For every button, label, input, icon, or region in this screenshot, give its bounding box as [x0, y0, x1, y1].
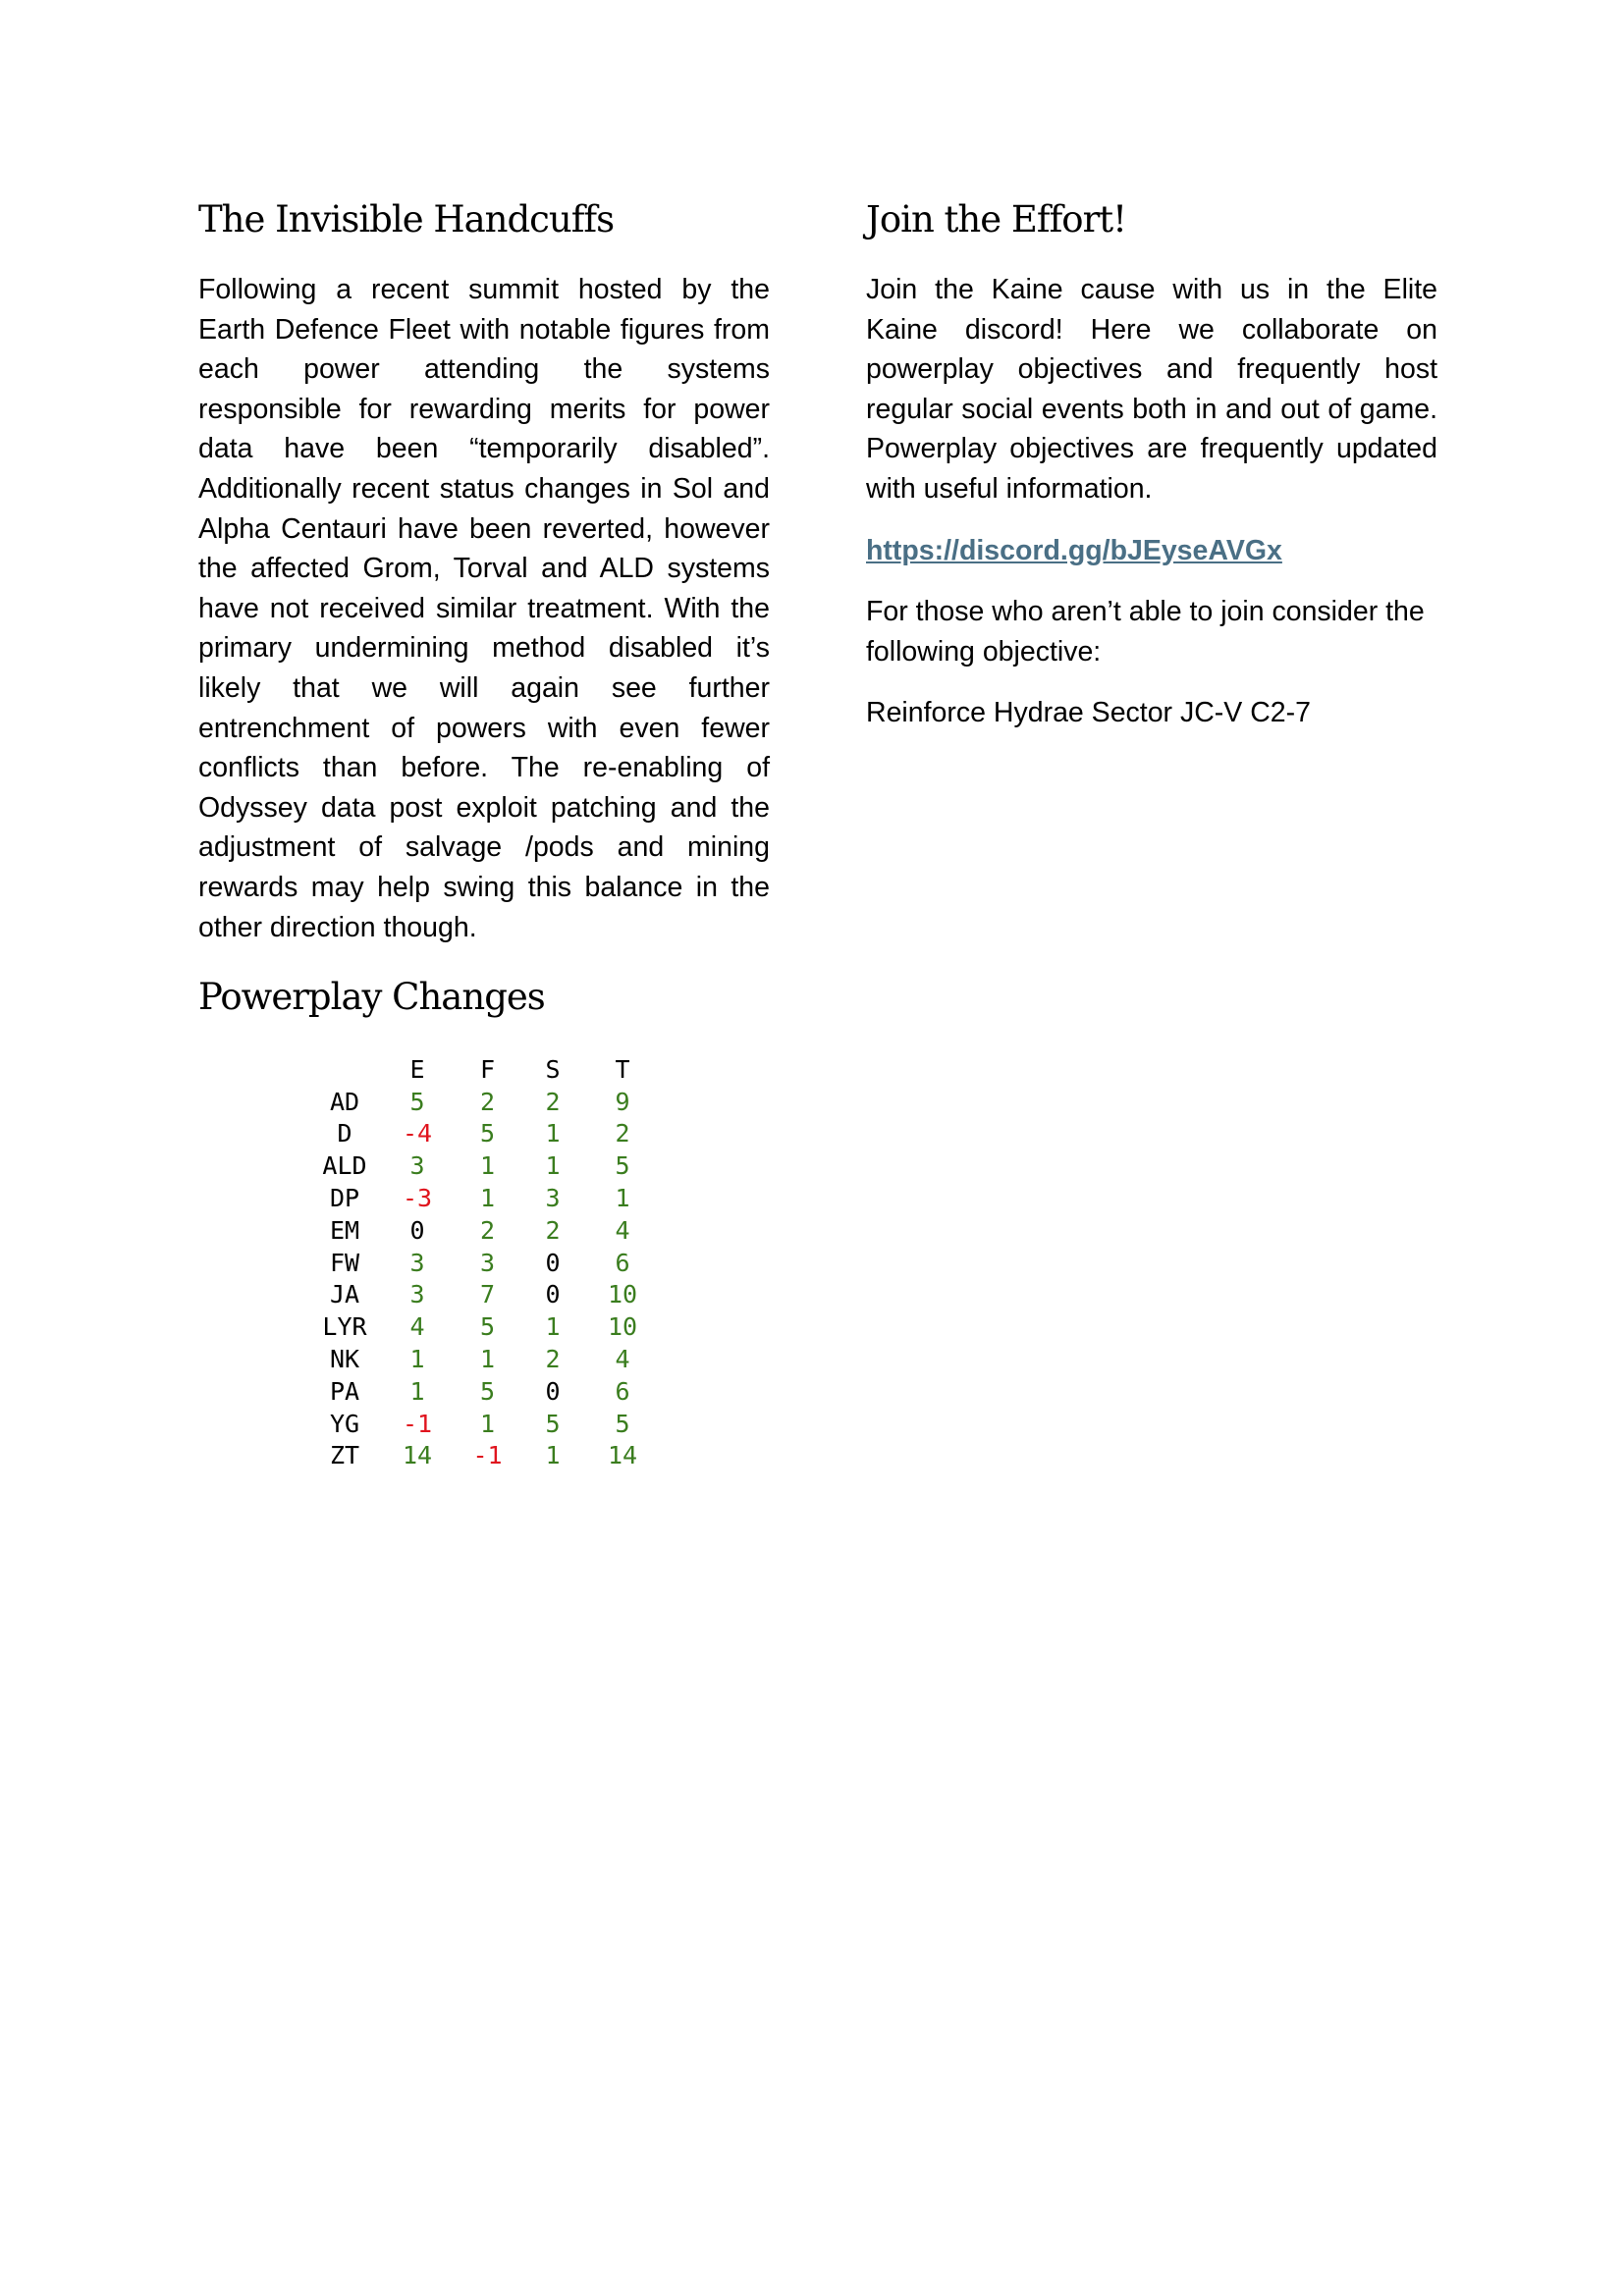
- row-label: PA: [329, 1376, 360, 1406]
- row-label: D: [337, 1119, 352, 1148]
- table-cell: 5: [409, 1087, 425, 1116]
- handcuffs-body: Following a recent summit hosted by the Earth Defence Fleet with notable figures from each power attending the systems responsible for rewarding merits for power data have been “temporarily disabled”. Additionally recent status changes in Sol and Alpha Centauri have been reverted, however the affected Grom, Torval and ALD systems have not received similar treatment. With the primary undermining method disabled it’s likely that we will again see further entrenchment of powers with even fewer conflicts than before. The re-enabling of Odyssey data post exploit patching and the adjustment of salvage /pods and mining rewards may help swing this balance in the other direction though.: [198, 274, 770, 943]
- right-column: [866, 191, 1437, 755]
- table-cell: 3: [545, 1184, 561, 1213]
- column-header: E: [409, 1054, 425, 1084]
- powerplay-table: [312, 1053, 657, 1471]
- column-header: S: [545, 1054, 561, 1084]
- table-body: [312, 1086, 657, 1472]
- table-cell: -1: [402, 1409, 433, 1438]
- table-cell: 1: [479, 1184, 496, 1213]
- table-cell: -1: [472, 1441, 503, 1470]
- left-column: [198, 191, 770, 1026]
- table-row: [312, 1118, 657, 1150]
- row-label: DP: [329, 1184, 360, 1213]
- table-header-row: [312, 1053, 657, 1086]
- table-cell: 0: [545, 1376, 561, 1406]
- join-body: Join the Kaine cause with us in the Elite Kaine discord! Here we collaborate on powerplay objectives and frequently host regular social events both in and out of game. Powerplay objectives are frequently updated with useful information.: [866, 274, 1437, 505]
- table-cell: 5: [615, 1151, 630, 1181]
- table-cell: 1: [545, 1312, 561, 1342]
- table-row: [312, 1086, 657, 1118]
- table-row: [312, 1408, 657, 1440]
- table-cell: 1: [545, 1119, 561, 1148]
- table-cell: 10: [607, 1312, 638, 1342]
- table-row: [312, 1149, 657, 1182]
- table-cell: 14: [607, 1441, 638, 1470]
- objective-text: Reinforce Hydrae Sector JC-V C2-7: [866, 697, 1311, 729]
- table-row: [312, 1440, 657, 1472]
- table-row: [312, 1310, 657, 1343]
- table-cell: 1: [409, 1376, 425, 1406]
- join-title: Join the Effort!: [866, 198, 1126, 240]
- table-cell: 2: [479, 1215, 496, 1245]
- table-row: [312, 1182, 657, 1214]
- column-header: T: [615, 1054, 630, 1084]
- powerplay-title: Powerplay Changes: [198, 976, 545, 1019]
- table-cell: 4: [615, 1215, 630, 1245]
- table-cell: 9: [615, 1087, 630, 1116]
- table-cell: 5: [479, 1376, 496, 1406]
- table-cell: 5: [615, 1409, 630, 1438]
- column-header: [312, 1053, 377, 1086]
- table-cell: 0: [409, 1215, 425, 1245]
- table-cell: 3: [479, 1248, 496, 1277]
- table-cell: 5: [545, 1409, 561, 1438]
- join-note: For those who aren’t able to join consider the following objective:: [866, 596, 1425, 667]
- table-cell: 5: [479, 1312, 496, 1342]
- table-cell: 2: [615, 1119, 630, 1148]
- table-cell: 2: [545, 1345, 561, 1374]
- table-row: [312, 1279, 657, 1311]
- row-label: AD: [329, 1087, 360, 1116]
- table-row: [312, 1214, 657, 1247]
- table-cell: 7: [479, 1280, 496, 1309]
- row-label: YG: [329, 1409, 360, 1438]
- table-cell: 1: [479, 1345, 496, 1374]
- table-cell: 1: [545, 1441, 561, 1470]
- table-cell: 4: [409, 1312, 425, 1342]
- table-row: [312, 1343, 657, 1375]
- row-label: EM: [329, 1215, 360, 1245]
- table-cell: 1: [615, 1184, 630, 1213]
- table-cell: 4: [615, 1345, 630, 1374]
- table-row: [312, 1375, 657, 1408]
- table-cell: 3: [409, 1248, 425, 1277]
- table-cell: 2: [479, 1087, 496, 1116]
- table-cell: 6: [615, 1248, 630, 1277]
- row-label: JA: [329, 1280, 360, 1309]
- handcuffs-title: The Invisible Handcuffs: [198, 198, 615, 240]
- table-cell: 0: [545, 1248, 561, 1277]
- row-label: ALD: [322, 1151, 367, 1181]
- table-cell: 3: [409, 1280, 425, 1309]
- table-cell: 3: [409, 1151, 425, 1181]
- table-cell: 2: [545, 1087, 561, 1116]
- row-label: NK: [329, 1345, 360, 1374]
- table-cell: 6: [615, 1376, 630, 1406]
- table-cell: -3: [402, 1184, 433, 1213]
- table-cell: 1: [479, 1409, 496, 1438]
- table-cell: 1: [545, 1151, 561, 1181]
- table-cell: 0: [545, 1280, 561, 1309]
- row-label: FW: [329, 1248, 360, 1277]
- column-header: F: [479, 1054, 496, 1084]
- table-row: [312, 1247, 657, 1279]
- table-cell: -4: [402, 1119, 433, 1148]
- table-cell: 1: [409, 1345, 425, 1374]
- row-label: LYR: [322, 1312, 367, 1342]
- table-cell: 14: [402, 1441, 433, 1470]
- table-cell: 2: [545, 1215, 561, 1245]
- table-cell: 1: [479, 1151, 496, 1181]
- table-cell: 10: [607, 1280, 638, 1309]
- row-label: ZT: [329, 1441, 360, 1470]
- table-cell: 5: [479, 1119, 496, 1148]
- discord-link[interactable]: https://discord.gg/bJEyseAVGx: [866, 534, 1282, 566]
